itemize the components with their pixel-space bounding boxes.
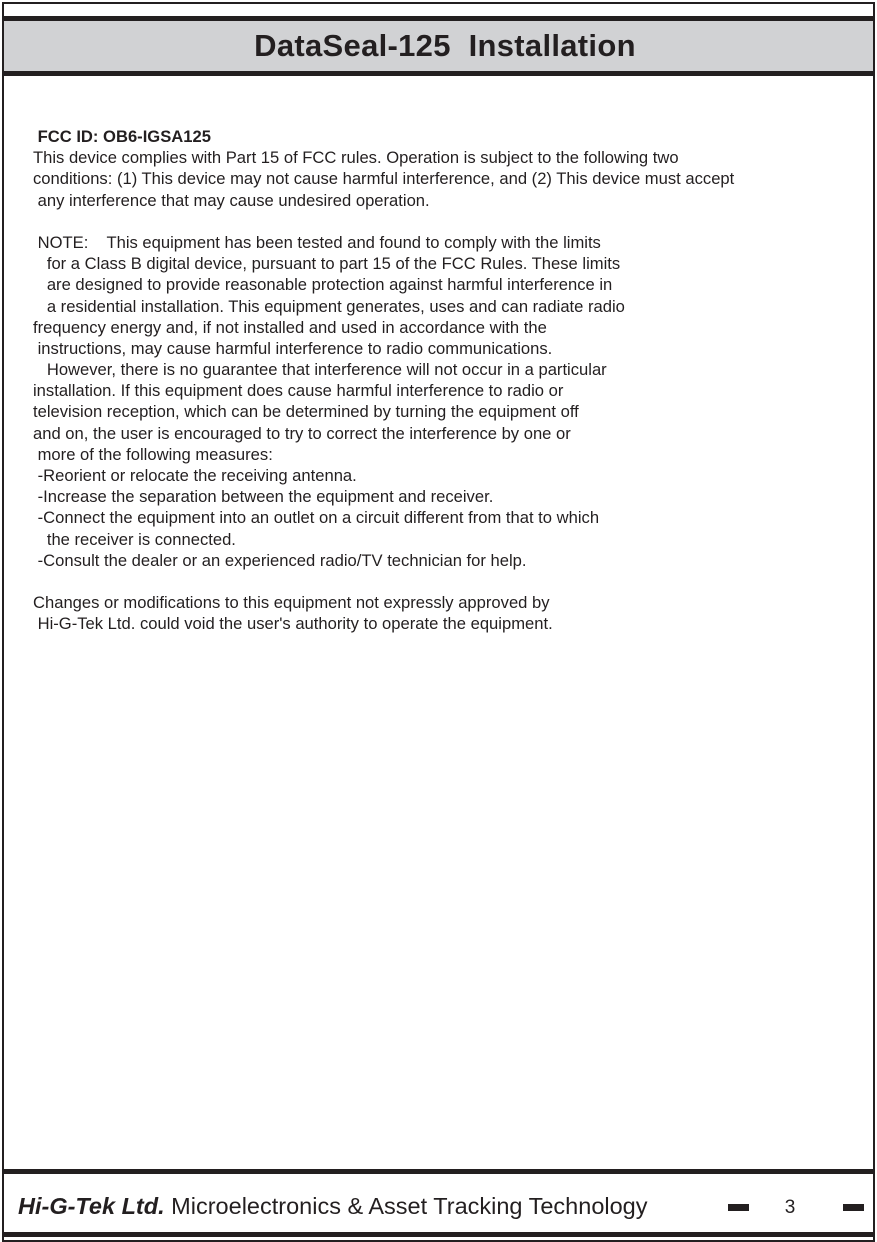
fcc-id: FCC ID: OB6-IGSA125 — [33, 127, 211, 146]
measure-item: -Reorient or relocate the receiving antenna. — [33, 466, 357, 485]
statement-line: This device complies with Part 15 of FCC rules. Operation is subject to the following two — [33, 148, 679, 168]
statement-line: conditions: (1) This device may not cause harmful interference, and (2) This device must accept — [33, 169, 735, 189]
measure-item: the receiver is connected. — [33, 529, 236, 549]
note-line: NOTE: This equipment has been tested and found to comply with the limits — [33, 232, 601, 252]
page-number: 3 — [784, 1197, 796, 1218]
note-line: for a Class B digital device, pursuant to part 15 of the FCC Rules. These limits — [33, 254, 621, 274]
note-line: instructions, may cause harmful interference to radio communications. — [33, 338, 553, 358]
note-line: a residential installation. This equipment generates, uses and can radiate radio — [33, 296, 625, 316]
footer-tagline — [18, 1191, 648, 1221]
note-line: television reception, which can be determined by turning the equipment off — [33, 402, 579, 422]
page-marker-right — [843, 1204, 864, 1211]
note-line: However, there is no guarantee that interference will not occur in a particular — [33, 360, 607, 380]
tagline-text: Microelectronics & Asset Tracking Technology — [164, 1193, 648, 1219]
header-bar — [4, 16, 873, 76]
note-line: more of the following measures: — [33, 444, 273, 464]
footer-bottom-rule — [4, 1232, 873, 1237]
note-line: and on, the user is encouraged to try to correct the interference by one or — [33, 423, 571, 443]
note-line: are designed to provide reasonable protection against harmful interference in — [33, 275, 613, 295]
note-line: frequency energy and, if not installed and used in accordance with the — [33, 317, 547, 337]
modifications-line: Changes or modifications to this equipment not expressly approved by — [33, 593, 550, 613]
statement-line: any interference that may cause undesired operation. — [33, 190, 430, 210]
measure-item: -Connect the equipment into an outlet on a circuit different from that to which — [33, 508, 600, 528]
note-line: installation. If this equipment does cause harmful interference to radio or — [33, 381, 564, 401]
measure-item: -Increase the separation between the equipment and receiver. — [33, 487, 494, 507]
company-name: Hi-G-Tek Ltd. — [18, 1193, 165, 1219]
page-title: DataSeal-125 Installation — [254, 28, 636, 63]
footer-divider — [4, 1169, 873, 1174]
page-marker-left — [728, 1204, 749, 1211]
fcc-statement — [33, 126, 853, 635]
blank-line — [33, 211, 853, 232]
blank-line — [33, 571, 853, 592]
measure-item: -Consult the dealer or an experienced radio/TV technician for help. — [33, 550, 527, 570]
modifications-line: Hi-G-Tek Ltd. could void the user's authority to operate the equipment. — [33, 614, 553, 634]
